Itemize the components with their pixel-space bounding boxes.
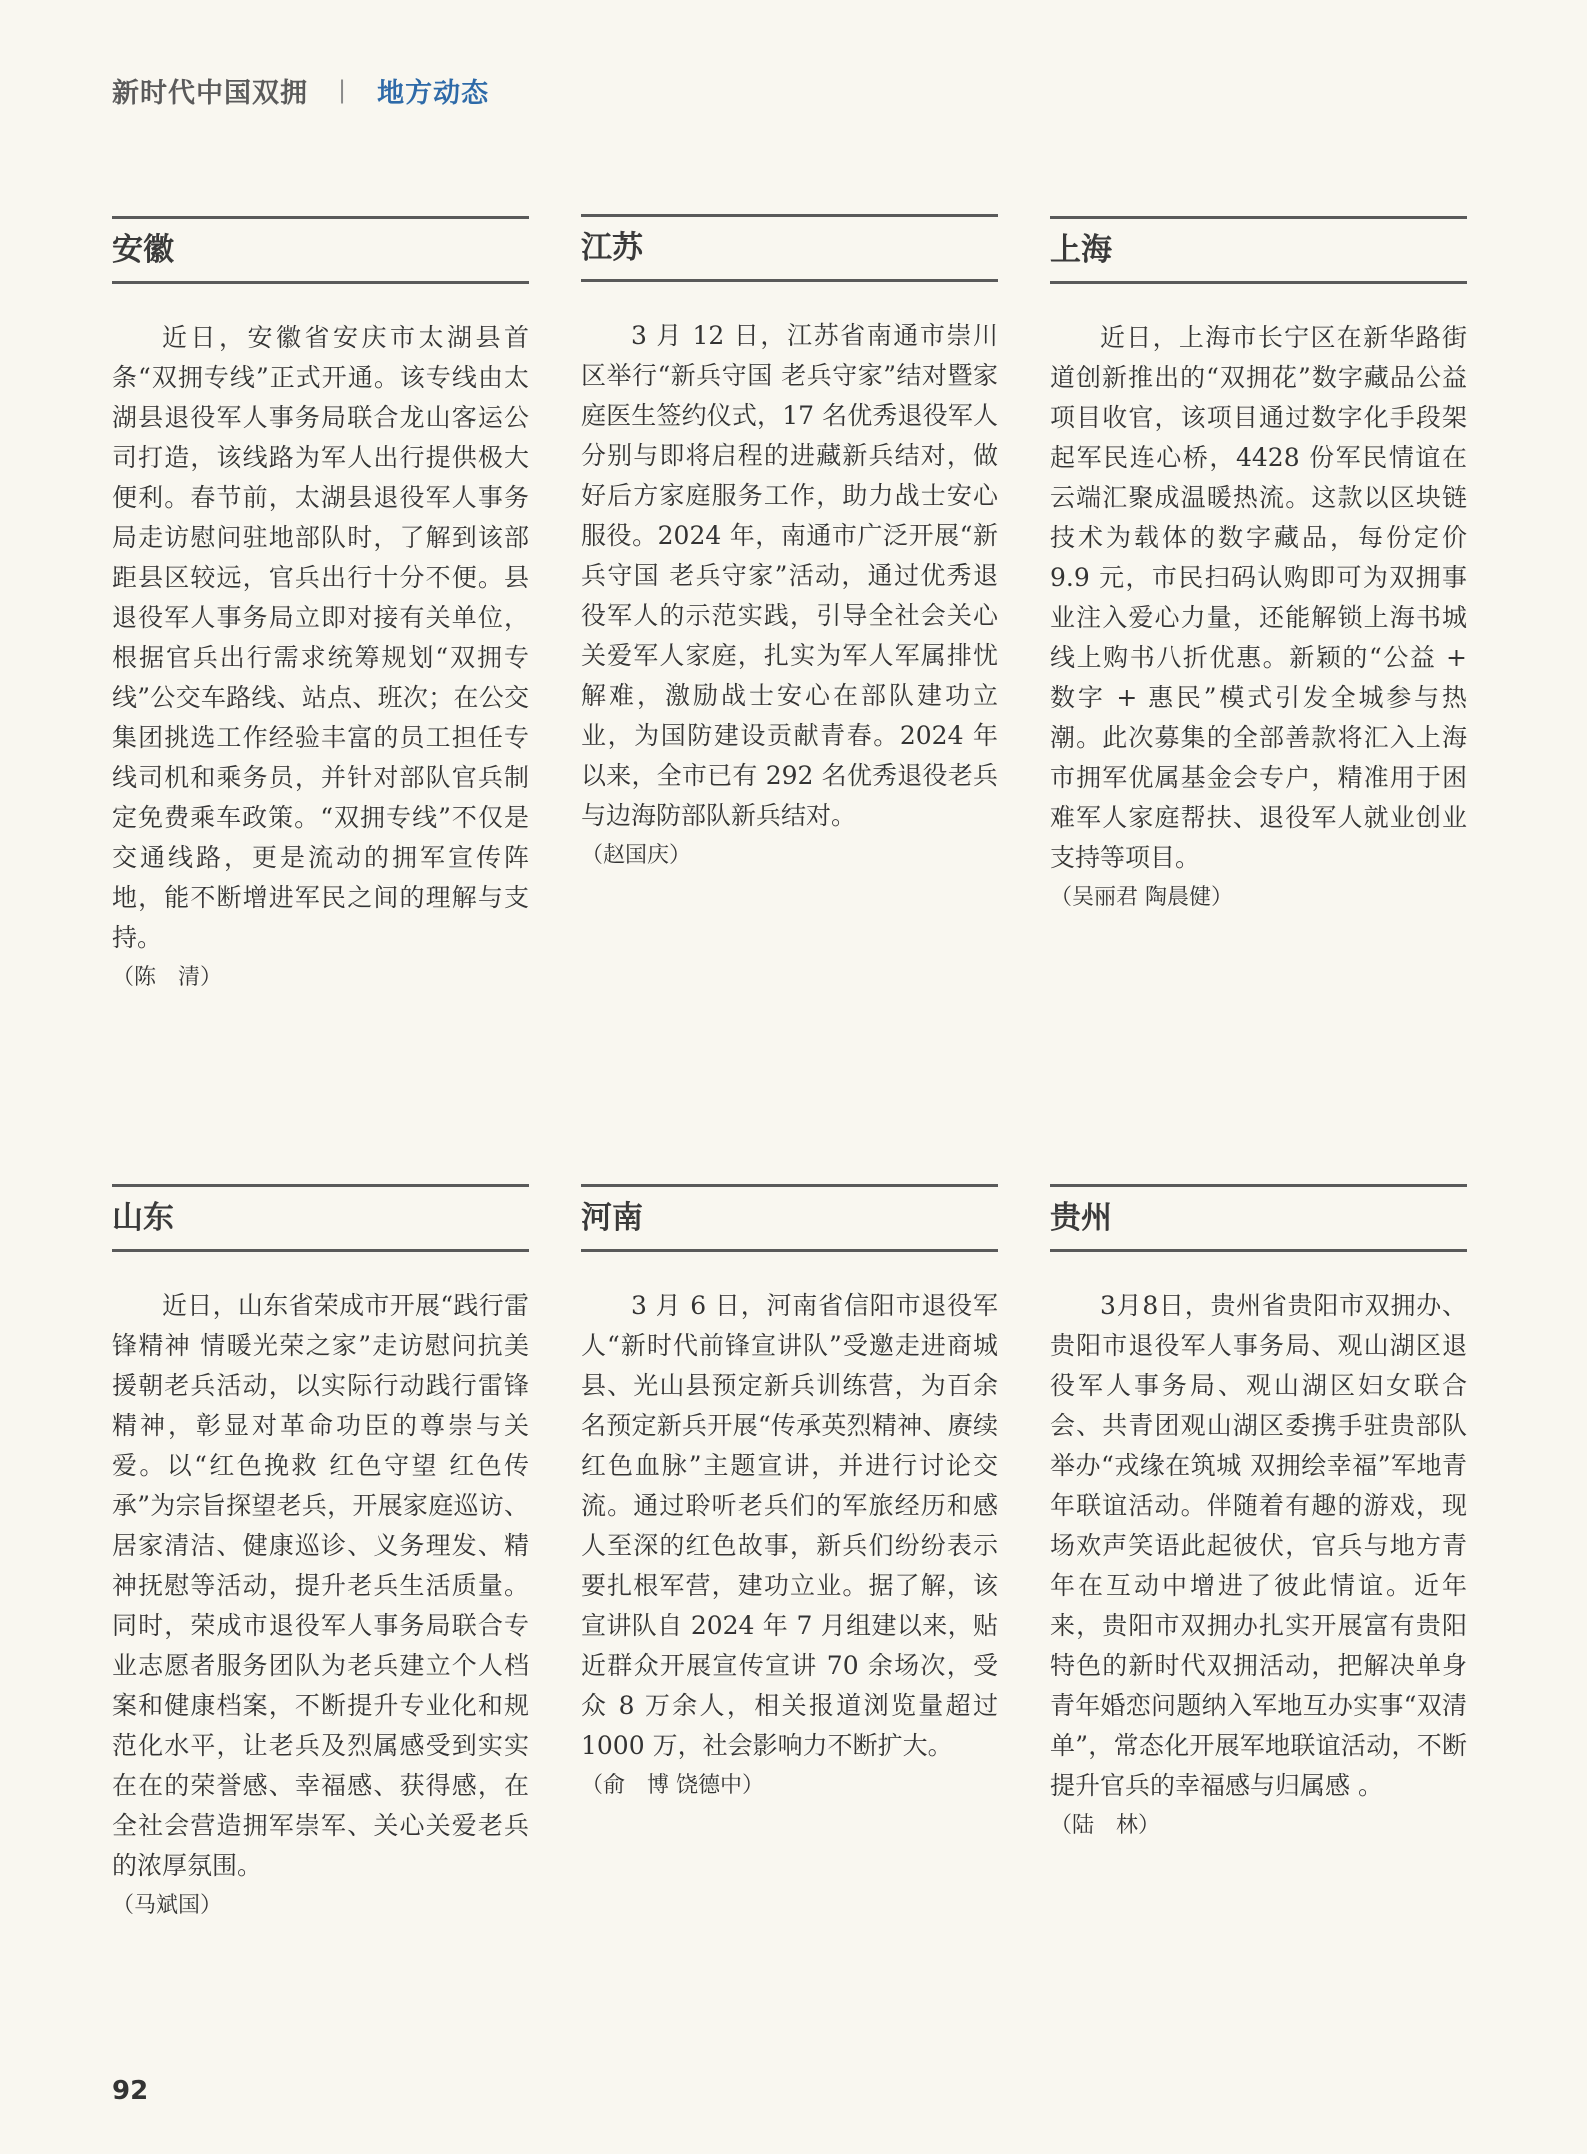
page-number: 92 — [112, 2076, 149, 2106]
article-shanghai — [1050, 216, 1467, 918]
article-byline: （陆 林） — [1050, 1813, 1161, 1838]
article-anhui — [112, 216, 529, 998]
magazine-title: 新时代中国双拥 — [112, 77, 308, 109]
article-byline: （马斌国） — [112, 1893, 223, 1918]
section-title: 地方动态 — [377, 77, 490, 109]
article-body: 3月8日，贵州省贵阳市双拥办、贵阳市退役军人事务局、观山湖区退役军人事务局、观山湖区妇女联合会、共青团观山湖区委携手驻贵部队举办“戎缘在筑城 双拥绘幸福”军地青年联谊活动。伴随着有趣的游戏，现场欢声笑语此起彼伏，官兵与地方青年在互动中增进了彼此情谊。近年来，贵阳市双拥办扎实开展富有贵阳特色的新时代双拥活动，把解决单身青年婚恋问题纳入军地互办实事“双清单”，常态化开展军地联谊活动，不断提升官兵的幸福感与归属感 。 — [1050, 1291, 1467, 1800]
title-bottom-rule — [581, 1249, 998, 1252]
title-bottom-rule — [112, 281, 529, 284]
article-body: 近日，上海市长宁区在新华路街道创新推出的“双拥花”数字藏品公益项目收官，该项目通过数字化手段架起军民连心桥，4428 份军民情谊在云端汇聚成温暖热流。这款以区块链技术为载体的数字藏品，每份定价 9.9 元，市民扫码认购即可为双拥事业注入爱心力量，还能解锁上海书城线上购书八折优惠。新颖的“公益 + 数字 + 惠民”模式引发全城参与热潮。此次募集的全部善款将汇入上海市拥军优属基金会专户，精准用于困难军人家庭帮扶、退役军人就业创业支持等项目。 — [1050, 323, 1467, 872]
article-body: 3 月 6 日，河南省信阳市退役军人“新时代前锋宣讲队”受邀走进商城县、光山县预定新兵训练营，为百余名预定新兵开展“传承英烈精神、赓续红色血脉”主题宣讲，并进行讨论交流。通过聆听老兵们的军旅经历和感人至深的红色故事，新兵们纷纷表示要扎根军营，建功立业。据了解，该宣讲队自 2024 年 7 月组建以来，贴近群众开展宣传宣讲 70 余场次，受众 8 万余人，相关报道浏览量超过 1000 万，社会影响力不断扩大。 — [581, 1291, 998, 1760]
article-byline: （赵国庆） — [581, 843, 692, 868]
article-title: 江苏 — [581, 230, 643, 266]
title-bottom-rule — [1050, 1249, 1467, 1252]
page-header — [112, 70, 489, 110]
article-title: 山东 — [112, 1200, 174, 1236]
article-guizhou — [1050, 1184, 1467, 1846]
article-body: 近日，安徽省安庆市太湖县首条“双拥专线”正式开通。该专线由太湖县退役军人事务局联合龙山客运公司打造，该线路为军人出行提供极大便利。春节前，太湖县退役军人事务局走访慰问驻地部队时，了解到该部距县区较远，官兵出行十分不便。县退役军人事务局立即对接有关单位，根据官兵出行需求统筹规划“双拥专线”公交车路线、站点、班次；在公交集团挑选工作经验丰富的员工担任专线司机和乘务员，并针对部队官兵制定免费乘车政策。“双拥专线”不仅是交通线路，更是流动的拥军宣传阵地，能不断增进军民之间的理解与支持。 — [112, 323, 529, 952]
article-body: 近日，山东省荣成市开展“践行雷锋精神 情暖光荣之家”走访慰问抗美援朝老兵活动，以实际行动践行雷锋精神，彰显对革命功臣的尊崇与关爱。以“红色挽救 红色守望 红色传承”为宗旨探望老兵，开展家庭巡访、居家清洁、健康巡诊、义务理发、精神抚慰等活动，提升老兵生活质量。同时，荣成市退役军人事务局联合专业志愿者服务团队为老兵建立个人档案和健康档案，不断提升专业化和规范化水平，让老兵及烈属感受到实实在在的荣誉感、幸福感、获得感，在全社会营造拥军崇军、关心关爱老兵的浓厚氛围。 — [112, 1291, 529, 1880]
article-body: 3 月 12 日，江苏省南通市崇川区举行“新兵守国 老兵守家”结对暨家庭医生签约仪式，17 名优秀退役军人分别与即将启程的进藏新兵结对，做好后方家庭服务工作，助力战士安心服役。2024 年，南通市广泛开展“新兵守国 老兵守家”活动，通过优秀退役军人的示范实践，引导全社会关心关爱军人家庭，扎实为军人军属排忧解难，激励战士安心在部队建功立业，为国防建设贡献青春。2024 年以来，全市已有 292 名优秀退役老兵与边海防部队新兵结对。 — [581, 321, 998, 830]
title-bottom-rule — [1050, 281, 1467, 284]
article-title: 上海 — [1050, 232, 1112, 268]
article-title: 安徽 — [112, 232, 174, 268]
title-bottom-rule — [581, 279, 998, 282]
article-title: 河南 — [581, 1200, 643, 1236]
title-bottom-rule — [112, 1249, 529, 1252]
article-shandong — [112, 1184, 529, 1926]
article-title: 贵州 — [1050, 1200, 1112, 1236]
article-byline: （俞 博 饶德中） — [581, 1773, 764, 1798]
article-henan — [581, 1184, 998, 1806]
article-byline: （吴丽君 陶晨健） — [1050, 885, 1233, 910]
header-separator: | — [338, 76, 348, 104]
article-byline: （陈 清） — [112, 965, 223, 990]
article-jiangsu — [581, 214, 998, 876]
